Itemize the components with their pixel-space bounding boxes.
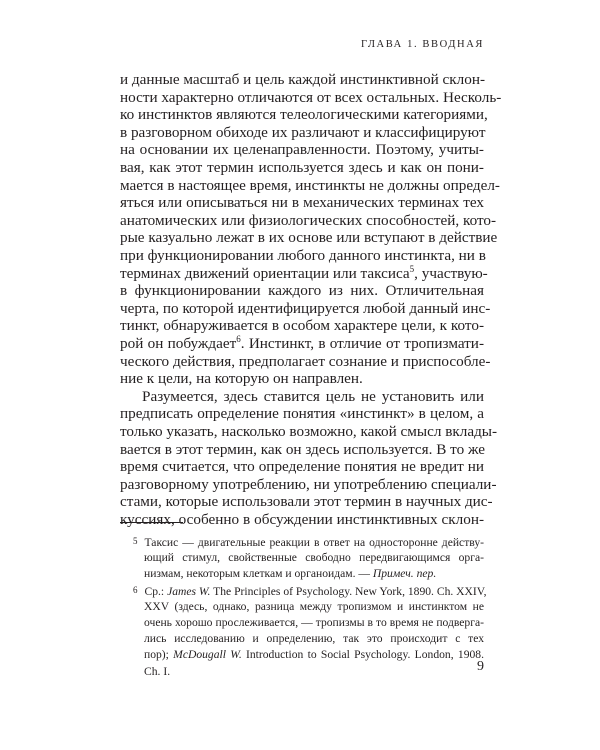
- footnote-separator: [120, 522, 183, 523]
- footnote-5-text: Таксис — двигательные реакции в ответ на одностороннe действу-: [144, 536, 484, 549]
- footnote-6-mark: 6: [133, 584, 138, 595]
- body-line-1: и данные масштаб и цель каждой инстинктивной склон-: [120, 71, 486, 88]
- footnote-6-line-3: очень хорошо прослеживается, — тропизмы в то время не подверга-: [144, 616, 484, 629]
- body-line-21: только указать, насколько возможно, какой смысл вклады-: [120, 423, 498, 440]
- body-line-25: стами, которые использовали этот термин в научных дис-: [120, 493, 493, 511]
- footnote-6-line-6: Ch. I.: [144, 664, 171, 678]
- footnote-6-line-5: [144, 646, 484, 663]
- body-line-12-tail: , участвую-: [414, 264, 488, 282]
- body-line-16: [120, 334, 484, 353]
- footnote-6-line-2: XXV (здесь, однако, разница между тропизмом и инстинктом не: [144, 599, 484, 613]
- body-line-23: время считается, что определение понятия не вредит ни: [120, 458, 484, 476]
- body-line-19: Разумеется, здесь ставится цель не установить или: [142, 387, 484, 405]
- body-line-9: анатомических или физиологических способностей, кото-: [120, 211, 497, 229]
- footnote-5-text-end: низмам, некоторым клеткам и органоидам. —: [144, 567, 370, 581]
- body-line-13: в функционировании каждого из них. Отличительная: [120, 282, 484, 300]
- body-line-11: при функционировании любого данного инстинкта, ни в: [120, 247, 486, 264]
- body-line-6: вая, как этот термин используется здесь и как он пони-: [120, 159, 484, 176]
- footnote-6-ref-1: The Principles of Psychology. New York, 1890. Ch. XXIV,: [213, 584, 487, 598]
- body-line-2: ности характерно отличаются от всех остальных. Несколь-: [120, 88, 502, 106]
- body-line-5: на основании их целенаправленности. Поэтому, учиты-: [120, 141, 484, 159]
- body-line-3: ко инстинктов являются телеологическими категориями,: [120, 106, 488, 124]
- footnote-ref-5: 5: [409, 263, 415, 274]
- body-line-15: тинкт, обнаруживается в особом характере цели, к кото-: [120, 317, 484, 335]
- author-james: James W.: [167, 584, 211, 598]
- footnote-5-line-2: ющий стимул, свойственные свободно передвигающимся орга-: [144, 551, 484, 565]
- page-number: 9: [477, 659, 484, 674]
- body-line-18: ние к цели, на которую он направлен.: [120, 370, 363, 388]
- running-head: ГЛАВА 1. ВВОДНАЯ: [360, 39, 484, 50]
- body-line-12-text: терминах движений ориентации или таксиса: [120, 264, 410, 282]
- body-line-16-tail: . Инстинкт, в отличие от тропизмати-: [240, 335, 484, 352]
- footnote-6-prefix-2: пор);: [144, 648, 174, 662]
- footnote-6-line-4: лись исследованию и определению, так это происходит с тех: [144, 632, 484, 646]
- footnote-ref-6: 6: [236, 333, 241, 344]
- body-line-8: яться или описываться ни в механических терминах тех: [120, 194, 484, 212]
- footnote-5-mark: 5: [133, 536, 138, 546]
- body-line-16-text: рой он побуждает: [120, 335, 237, 352]
- body-line-14: черта, по которой идентифицируется любой данный инс-: [120, 299, 491, 317]
- body-line-4: в разговорном обиходе их различают и классифицируют: [120, 123, 486, 141]
- body-line-12: [120, 263, 488, 283]
- body-line-24: разговорному употреблению, ни употреблению специали-: [120, 475, 497, 493]
- footnote-6-prefix: Ср.:: [144, 584, 165, 598]
- footnote-6-ref-2: Introduction to Social Psychology. London, 1908.: [241, 648, 484, 662]
- body-line-20: предписать определение понятия «инстинкт» в целом, а: [120, 405, 484, 423]
- body-line-7: мается в настоящее время, инстинкты не должны определ-: [120, 176, 500, 194]
- translator-note: Примеч. пер.: [372, 567, 437, 581]
- body-line-22: вается в этот термин, как он здесь используется. В то же: [120, 440, 486, 458]
- body-line-17: ческого действия, предполагает сознание и приспособле-: [120, 352, 491, 370]
- author-mcdougall: McDougall W.: [173, 648, 242, 662]
- body-line-26: куссиях, особенно в обсуждении инстинктивных склон-: [120, 511, 484, 528]
- body-line-10: рые казуально лежат в их основе или вступают в действие: [120, 229, 498, 247]
- footnote-5-line-3: [144, 565, 484, 582]
